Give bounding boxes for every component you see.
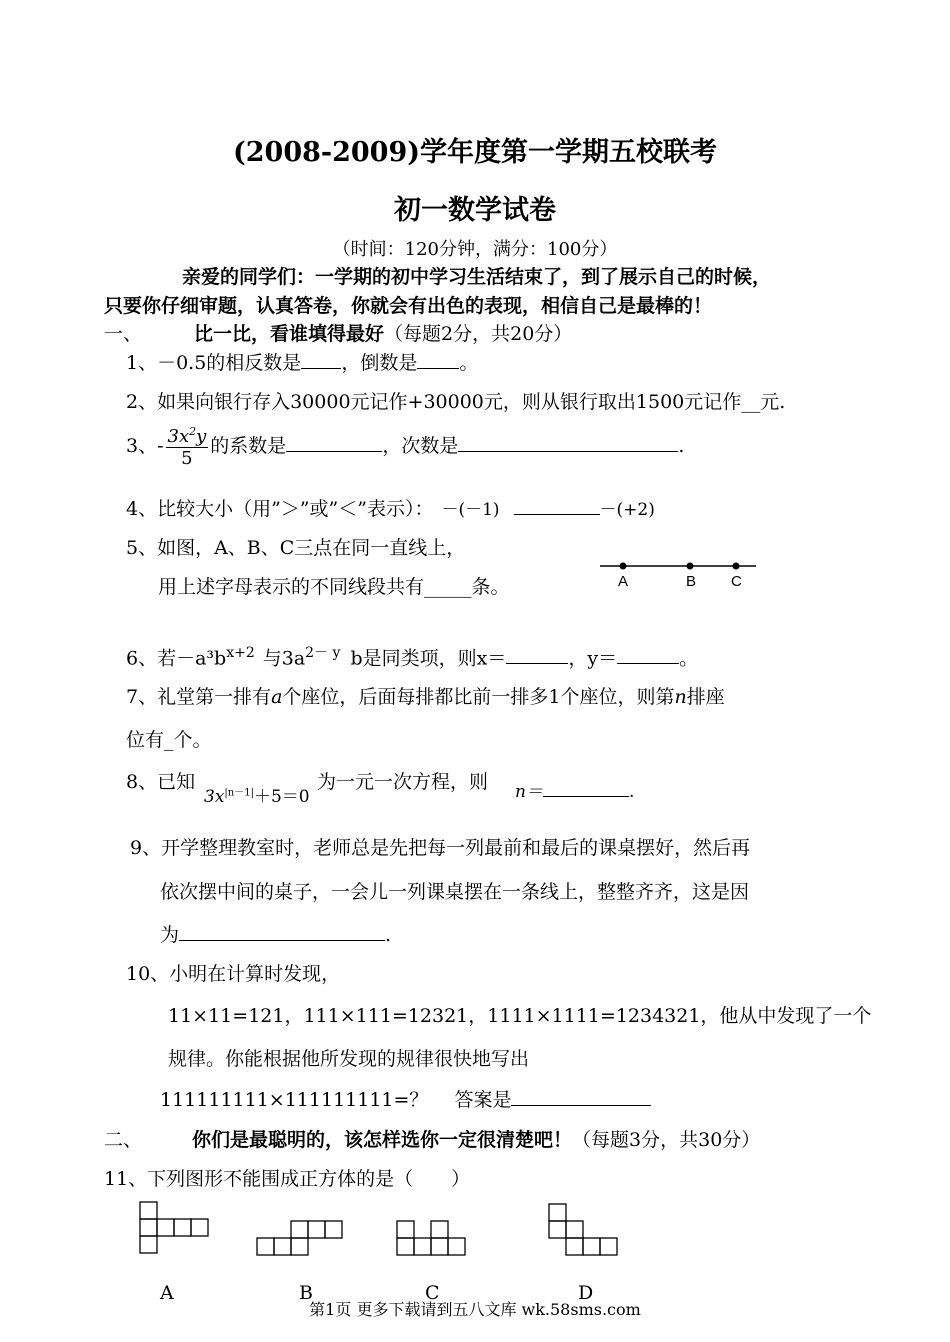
point-c-dot [733, 563, 740, 570]
intro-line-2: 只要你仔细审题，认真答卷，你就会有出色的表现，相信自己是最棒的！ [104, 295, 713, 317]
point-a-dot [620, 563, 627, 570]
q3-text-a: 3、- [126, 435, 164, 457]
q9-line-3: 为 . [160, 920, 391, 947]
section-2-title: 你们是最聪明的，该怎样选你一定很清楚吧！ [192, 1129, 573, 1151]
q8-text-b: 为一元一次方程，则 [317, 771, 489, 793]
q6-text-e: 。 [679, 647, 699, 670]
q1-blank-2[interactable] [417, 348, 459, 369]
option-b-label[interactable]: B [299, 1282, 313, 1304]
question-7 [126, 682, 725, 709]
q8-text-a: 8、已知 [126, 771, 196, 793]
q8-text-c: . [628, 782, 635, 802]
q9-line-2: 依次摆中间的桌子，一会儿一列课桌摆在一条线上，整整齐齐，这是因 [160, 881, 750, 903]
q8-blank[interactable] [543, 778, 629, 797]
q10-line-2: 11×11=121，111×111=12321，1111×1111=1234321，他从中发现了一个 [168, 1005, 872, 1027]
page-footer: 第1页 更多下载请到五八文库 wk.58sms.com [309, 1300, 641, 1319]
question-3 [126, 425, 684, 469]
q3-text-d: . [678, 435, 685, 457]
exam-meta: （时间：120分钟，满分：100分） [332, 239, 618, 260]
q4-expr-1: －(－1) [441, 500, 500, 520]
q9-blank[interactable] [179, 920, 385, 941]
q3-text-b: 的系数是 [210, 435, 287, 457]
point-b-label: B [686, 573, 697, 590]
q1-blank-1[interactable] [301, 348, 341, 369]
q3-blank-2[interactable] [458, 431, 678, 452]
q8-answer [515, 777, 634, 802]
q5-line-2: 用上述字母表示的不同线段共有_____条。 [158, 576, 510, 598]
section-1-title: 比一比，看谁填得最好 [194, 323, 385, 345]
q3-numerator: $3x^2y$ [167, 425, 207, 447]
question-6 [126, 642, 698, 670]
q7-var-a: a [271, 686, 283, 708]
q4-expr-2: －(+2) [599, 500, 655, 520]
intro-line-1: 亲爱的同学们：一学期的初中学习生活结束了，到了展示自己的时候， [182, 266, 772, 288]
q3-denominator: 5 [181, 448, 193, 469]
option-a-label[interactable]: A [160, 1282, 174, 1304]
net-c [397, 1221, 465, 1255]
section-2-number: 二、 [104, 1129, 143, 1151]
q10-blank[interactable] [511, 1085, 651, 1106]
point-c-label: C [731, 573, 742, 590]
net-a [140, 1202, 208, 1253]
question-2: 2、如果向银行存入30000元记作+30000元，则从银行取出1500元记作__元. [126, 391, 786, 413]
q8-var-n: n＝ [515, 782, 543, 802]
q6-blank-y[interactable] [617, 643, 679, 664]
exam-subtitle: 初一数学试卷 [394, 195, 556, 226]
question-1 [126, 348, 478, 375]
q7-text-c: 排座 [686, 686, 725, 708]
point-b-dot [687, 563, 694, 570]
q7-var-n: n [674, 686, 687, 708]
q3-text-c: ，次数是 [382, 435, 459, 457]
q6-exponent-1: x+2 [226, 645, 255, 661]
q10-line-3: 规律。你能根据他所发现的规律很快地写出 [168, 1048, 530, 1070]
q4-blank[interactable] [514, 494, 600, 515]
q10-line-4: 111111111×111111111=？ 答案是 [160, 1085, 651, 1112]
section-1-heading [104, 319, 572, 346]
q3-blank-1[interactable] [286, 431, 382, 452]
option-d-label[interactable]: D [578, 1282, 594, 1304]
question-4 [126, 494, 655, 521]
net-b [257, 1221, 342, 1255]
q6-text-a: 6、若－a³b [126, 647, 227, 670]
q1-text-a: 1、－0.5的相反数是 [126, 352, 302, 374]
q5-line-1: 5、如图，A、B、C三点在同一直线上， [126, 537, 466, 559]
section-1-note: （每题2分，共20分） [384, 323, 573, 345]
q8-equation: $3x^{|n-1|}+5=0$ [204, 787, 310, 807]
q10-line-1: 10、小明在计算时发现， [126, 963, 341, 985]
option-c-label[interactable]: C [425, 1282, 440, 1304]
q7-text-a: 7、礼堂第一排有 [126, 686, 272, 708]
net-d [549, 1204, 617, 1255]
q6-blank-x[interactable] [506, 643, 568, 664]
q7-line-2: 位有_个。 [126, 729, 212, 751]
question-11: 11、下列图形不能围成正方体的是（ ） [104, 1168, 471, 1190]
section-2-heading [104, 1125, 760, 1152]
q6-exponent-2: 2－ y [305, 645, 341, 661]
section-2-note: （每题3分，共30分） [572, 1129, 761, 1151]
q6-text-d: ，y＝ [568, 647, 618, 670]
exam-title: (2008-2009)学年度第一学期五校联考 [232, 137, 718, 168]
q6-text-b: 与3a [262, 647, 306, 670]
q6-text-c: b是同类项，则x＝ [350, 647, 507, 670]
q7-text-b: 个座位，后面每排都比前一排多1个座位，则第 [282, 686, 675, 708]
q1-text-b: ，倒数是 [341, 352, 418, 374]
point-a-label: A [618, 573, 629, 590]
cube-nets-figure [130, 1198, 630, 1264]
section-1-number: 一、 [104, 323, 143, 345]
q3-fraction [166, 425, 209, 469]
q4-text-a: 4、比较大小（用”＞”或”＜”表示）： [126, 498, 434, 520]
q9-line-1: 9、开学整理教室时，老师总是先把每一列最前和最后的课桌摆好，然后再 [130, 837, 751, 859]
q1-text-c: 。 [459, 352, 479, 374]
